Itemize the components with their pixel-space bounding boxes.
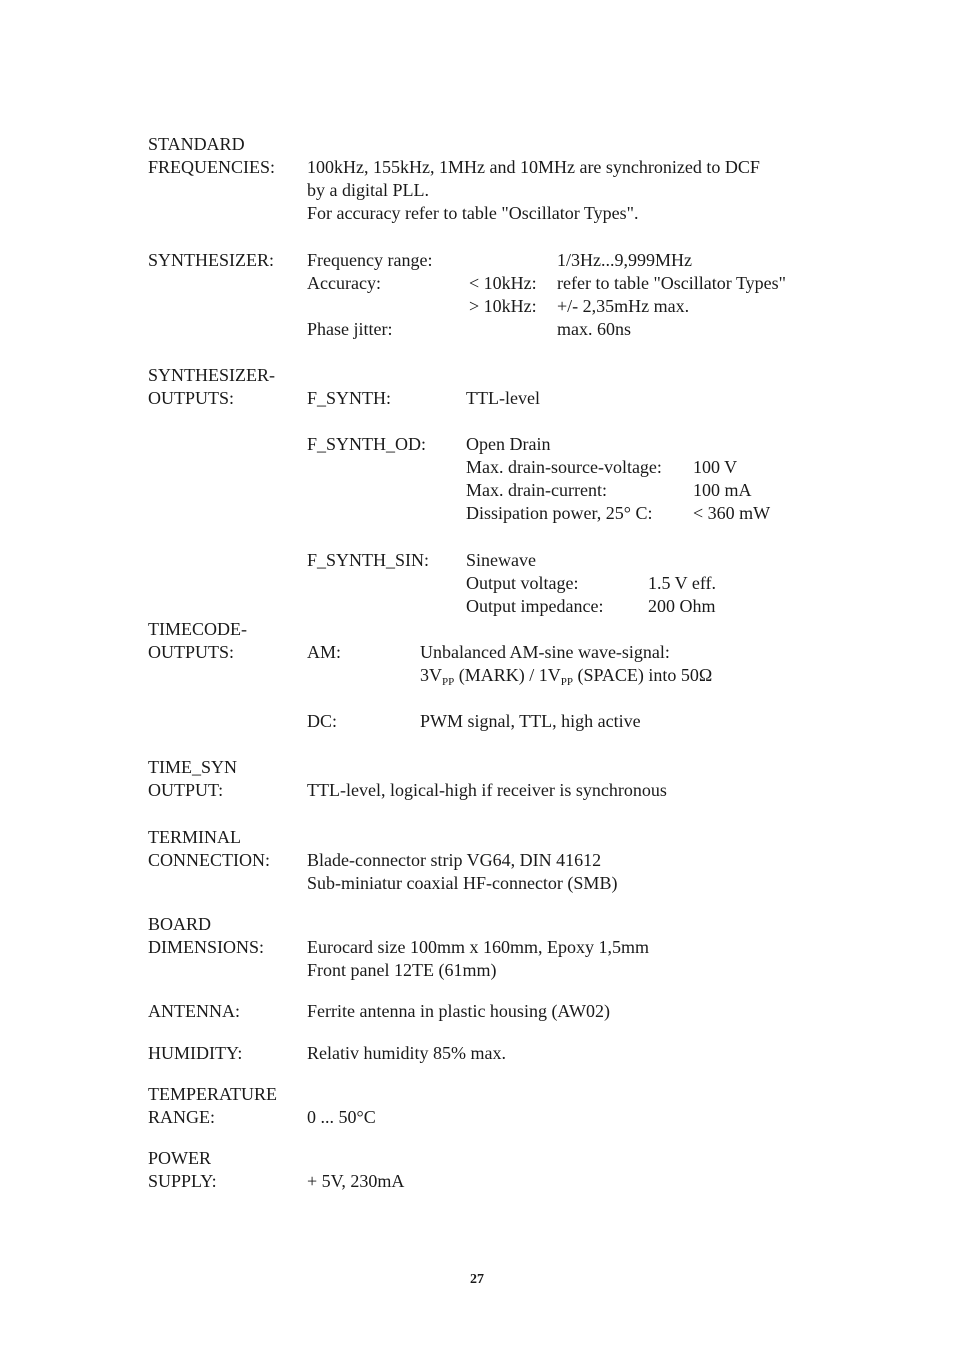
- synthesizer-label: SYNTHESIZER:: [148, 250, 274, 270]
- freq-range-value: 1/3Hz...9,999MHz: [557, 250, 692, 270]
- synthesizer-outputs-label: OUTPUTS:: [148, 388, 235, 408]
- terminal-label: TERMINAL: [148, 827, 241, 847]
- temperature-label: TEMPERATURE: [148, 1084, 278, 1104]
- od-power-label: Dissipation power, 25° C:: [466, 503, 653, 523]
- synthesizer-outputs-label: SYNTHESIZER-: [148, 365, 275, 385]
- power-label: SUPPLY:: [148, 1171, 217, 1191]
- f-synth-label: F_SYNTH:: [307, 388, 392, 408]
- accuracy-condition: > 10kHz:: [469, 296, 537, 316]
- humidity-value: Relativ humidity 85% max.: [307, 1043, 506, 1063]
- od-power-value: < 360 mW: [693, 503, 771, 523]
- timecode-outputs-label: OUTPUTS:: [148, 642, 235, 662]
- temperature-label: RANGE:: [148, 1107, 215, 1127]
- board-label: BOARD: [148, 914, 212, 934]
- od-voltage-label: Max. drain-source-voltage:: [466, 457, 662, 477]
- timecode-outputs-label: TIMECODE-: [148, 619, 247, 639]
- dc-label: DC:: [307, 711, 338, 731]
- sin-impedance-label: Output impedance:: [466, 596, 604, 616]
- humidity-label: HUMIDITY:: [148, 1043, 243, 1063]
- am-label: AM:: [307, 642, 342, 662]
- standard-frequencies-text: For accuracy refer to table "Oscillator Types".: [307, 203, 639, 223]
- sin-voltage-value: 1.5 V eff.: [648, 573, 717, 593]
- terminal-text: Blade-connector strip VG64, DIN 41612: [307, 850, 602, 870]
- temperature-value: 0 ... 50°C: [307, 1107, 376, 1127]
- dc-value: PWM signal, TTL, high active: [420, 711, 641, 731]
- time-syn-label: TIME_SYN: [148, 757, 237, 777]
- standard-frequencies-label: FREQUENCIES:: [148, 157, 276, 177]
- accuracy-value: +/- 2,35mHz max.: [557, 296, 690, 316]
- terminal-label: CONNECTION:: [148, 850, 270, 870]
- od-voltage-value: 100 V: [693, 457, 738, 477]
- page-number: 27: [470, 1272, 484, 1287]
- board-text: Eurocard size 100mm x 160mm, Epoxy 1,5mm: [307, 937, 649, 957]
- freq-range-label: Frequency range:: [307, 250, 433, 270]
- antenna-value: Ferrite antenna in plastic housing (AW02): [307, 1001, 610, 1021]
- am-description: Unbalanced AM-sine wave-signal:: [420, 642, 670, 662]
- f-synth-sin-type: Sinewave: [466, 550, 536, 570]
- accuracy-condition: < 10kHz:: [469, 273, 537, 293]
- time-syn-value: TTL-level, logical-high if receiver is synchronous: [307, 780, 667, 800]
- standard-frequencies-text: by a digital PLL.: [307, 180, 429, 200]
- am-levels: $3V_{PP}$ (MARK) / $1V_{PP}$ (SPACE) into 50Ω: [420, 665, 713, 688]
- sin-voltage-label: Output voltage:: [466, 573, 579, 593]
- f-synth-od-type: Open Drain: [466, 434, 551, 454]
- terminal-text: Sub-miniatur coaxial HF-connector (SMB): [307, 873, 618, 893]
- phase-jitter-value: max. 60ns: [557, 319, 631, 339]
- f-synth-value: TTL-level: [466, 388, 540, 408]
- sin-impedance-value: 200 Ohm: [648, 596, 716, 616]
- accuracy-label: Accuracy:: [307, 273, 381, 293]
- od-current-label: Max. drain-current:: [466, 480, 607, 500]
- power-label: POWER: [148, 1148, 211, 1168]
- standard-frequencies-text: 100kHz, 155kHz, 1MHz and 10MHz are synchronized to DCF: [307, 157, 760, 177]
- time-syn-label: OUTPUT:: [148, 780, 224, 800]
- power-value: + 5V, 230mA: [307, 1171, 405, 1191]
- phase-jitter-label: Phase jitter:: [307, 319, 393, 339]
- standard-frequencies-label: STANDARD: [148, 134, 245, 154]
- f-synth-od-label: F_SYNTH_OD:: [307, 434, 427, 454]
- board-label: DIMENSIONS:: [148, 937, 265, 957]
- od-current-value: 100 mA: [693, 480, 752, 500]
- antenna-label: ANTENNA:: [148, 1001, 240, 1021]
- f-synth-sin-label: F_SYNTH_SIN:: [307, 550, 430, 570]
- accuracy-value: refer to table "Oscillator Types": [557, 273, 787, 293]
- board-text: Front panel 12TE (61mm): [307, 960, 497, 980]
